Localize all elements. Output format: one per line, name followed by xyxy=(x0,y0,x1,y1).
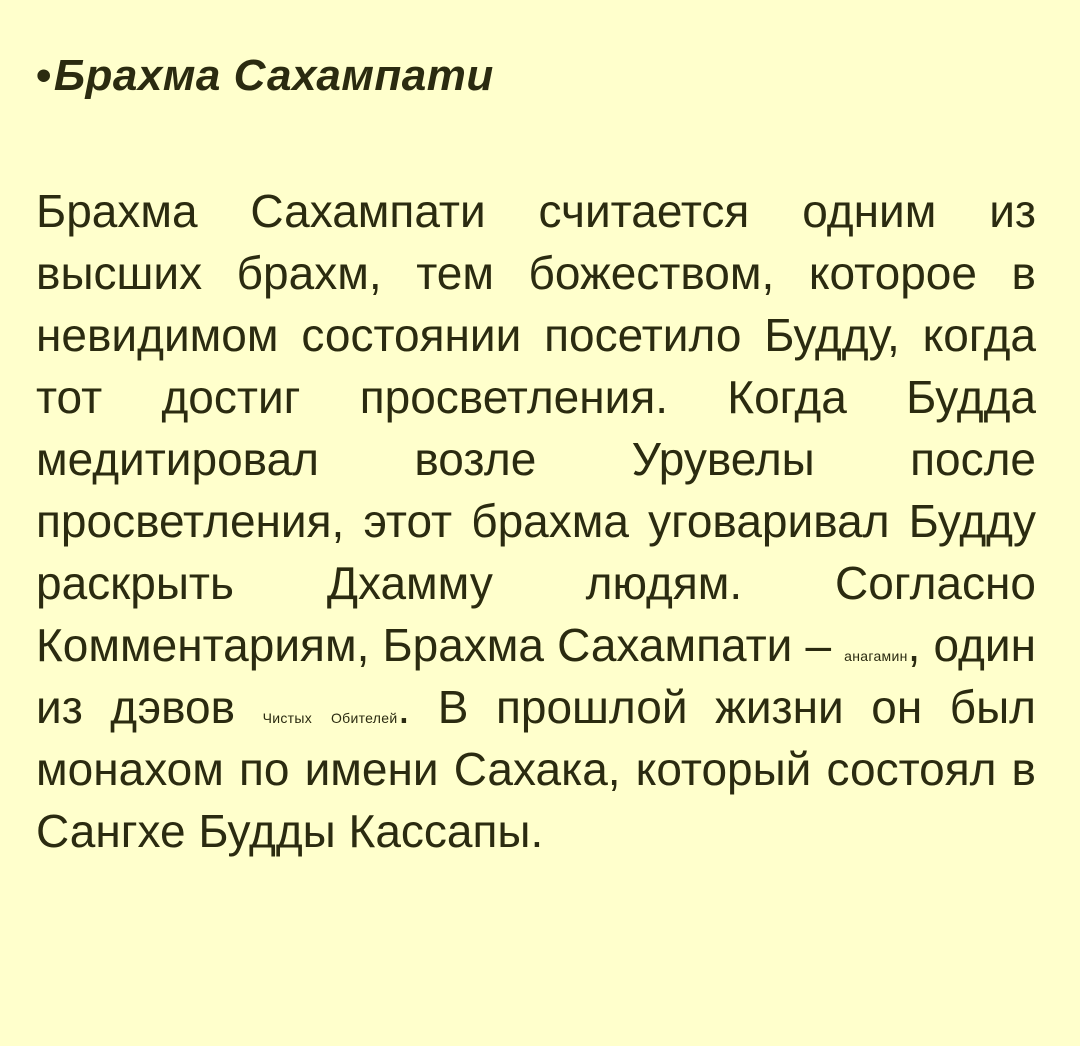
section-heading xyxy=(36,50,494,103)
footnote-term-pure-abodes: Чистых Обителей xyxy=(262,710,398,726)
footnote-term-anagamin: анагамин xyxy=(844,648,908,664)
bullet-marker: • xyxy=(36,51,52,100)
heading-title: Брахма Сахампати xyxy=(53,51,494,100)
article-paragraph xyxy=(36,180,1036,862)
paragraph-text-part-1: Брахма Сахампати считается одним из высших брахм, тем божеством, которое в невидимом состоянии посетило Будду, когда тот достиг просветления. Когда Будда медитировал возле Урувелы после просветления, этот брахма уговаривал Будду раскрыть Дхамму людям. Согласно Комментариям, Брахма Сахампати – xyxy=(36,185,1036,671)
paragraph-text-part-3: . В прошлой жизни он был монахом по имени Сахака, который состоял в Сангхе Будды Кассапы. xyxy=(36,681,1037,857)
paragraph-text-part-2: , один из дэвов xyxy=(36,619,1036,733)
